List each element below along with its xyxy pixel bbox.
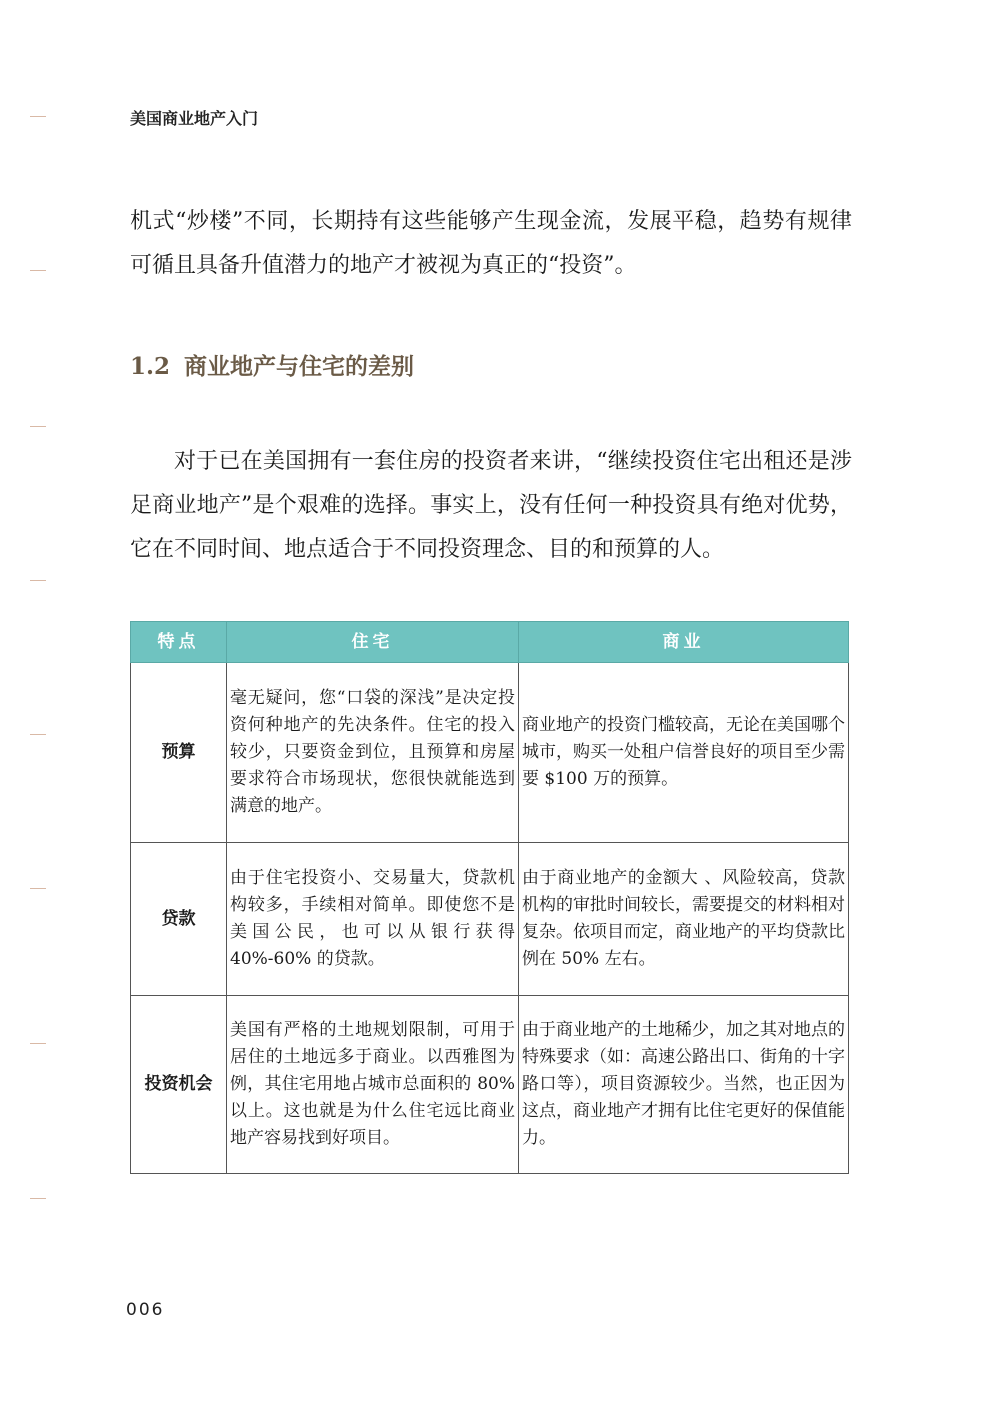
row-label: 预算 [131,663,227,843]
margin-mark [30,888,46,889]
margin-mark [30,1198,46,1199]
section-heading [130,348,414,381]
table-row-loan [131,843,849,996]
cell-commercial: 商业地产的投资门槛较高，无论在美国哪个城市，购买一处租户信誉良好的项目至少需要 $100 万的预算。 [519,663,849,843]
column-header-commercial: 商业 [519,622,849,663]
table-row-opportunity [131,996,849,1174]
cell-commercial: 由于商业地产的金额大 、风险较高，贷款机构的审批时间较长，需要提交的材料相对复杂。依项目而定，商业地产的平均贷款比例在 50% 左右。 [519,843,849,996]
running-header: 美国商业地产入门 [130,109,259,128]
table-header-row [131,622,849,663]
cell-commercial: 由于商业地产的土地稀少，加之其对地点的特殊要求（如：高速公路出口、街角的十字路口等），项目资源较少。当然，也正因为这点，商业地产才拥有比住宅更好的保值能力。 [519,996,849,1174]
margin-mark [30,734,46,735]
column-header-feature: 特点 [131,622,227,663]
table-row-budget [131,663,849,843]
paragraph-continuation: 机式“炒楼”不同，长期持有这些能够产生现金流，发展平稳，趋势有规律可循且具备升值潜力的地产才被视为真正的“投资”。 [130,209,852,278]
section-number: 1.2 [130,353,171,380]
margin-mark [30,1043,46,1044]
cell-residential: 毫无疑问，您“口袋的深浅”是决定投资何种地产的先决条件。住宅的投入较少，只要资金到位，且预算和房屋要求符合市场现状，您很快就能选到满意的地产。 [227,663,519,843]
cell-residential: 美国有严格的土地规划限制，可用于居住的土地远多于商业。以西雅图为例，其住宅用地占城市总面积的 80% 以上。这也就是为什么住宅远比商业地产容易找到好项目。 [227,996,519,1174]
paragraph-intro: 对于已在美国拥有一套住房的投资者来讲，“继续投资住宅出租还是涉足商业地产”是个艰难的选择。事实上，没有任何一种投资具有绝对优势，它在不同时间、地点适合于不同投资理念、目的和预算的人。 [130,449,852,562]
margin-mark [30,580,46,581]
row-label: 贷款 [131,843,227,996]
margin-mark [30,116,46,117]
page-number: 006 [126,1300,165,1320]
section-title: 商业地产与住宅的差别 [184,353,415,380]
column-header-residential: 住宅 [227,622,519,663]
margin-mark [30,426,46,427]
row-label: 投资机会 [131,996,227,1174]
margin-mark [30,270,46,271]
cell-residential: 由于住宅投资小、交易量大，贷款机构较多，手续相对简单。即使您不是美国公民，也可以从银行获得 40%-60% 的贷款。 [227,843,519,996]
comparison-table [130,621,849,1174]
